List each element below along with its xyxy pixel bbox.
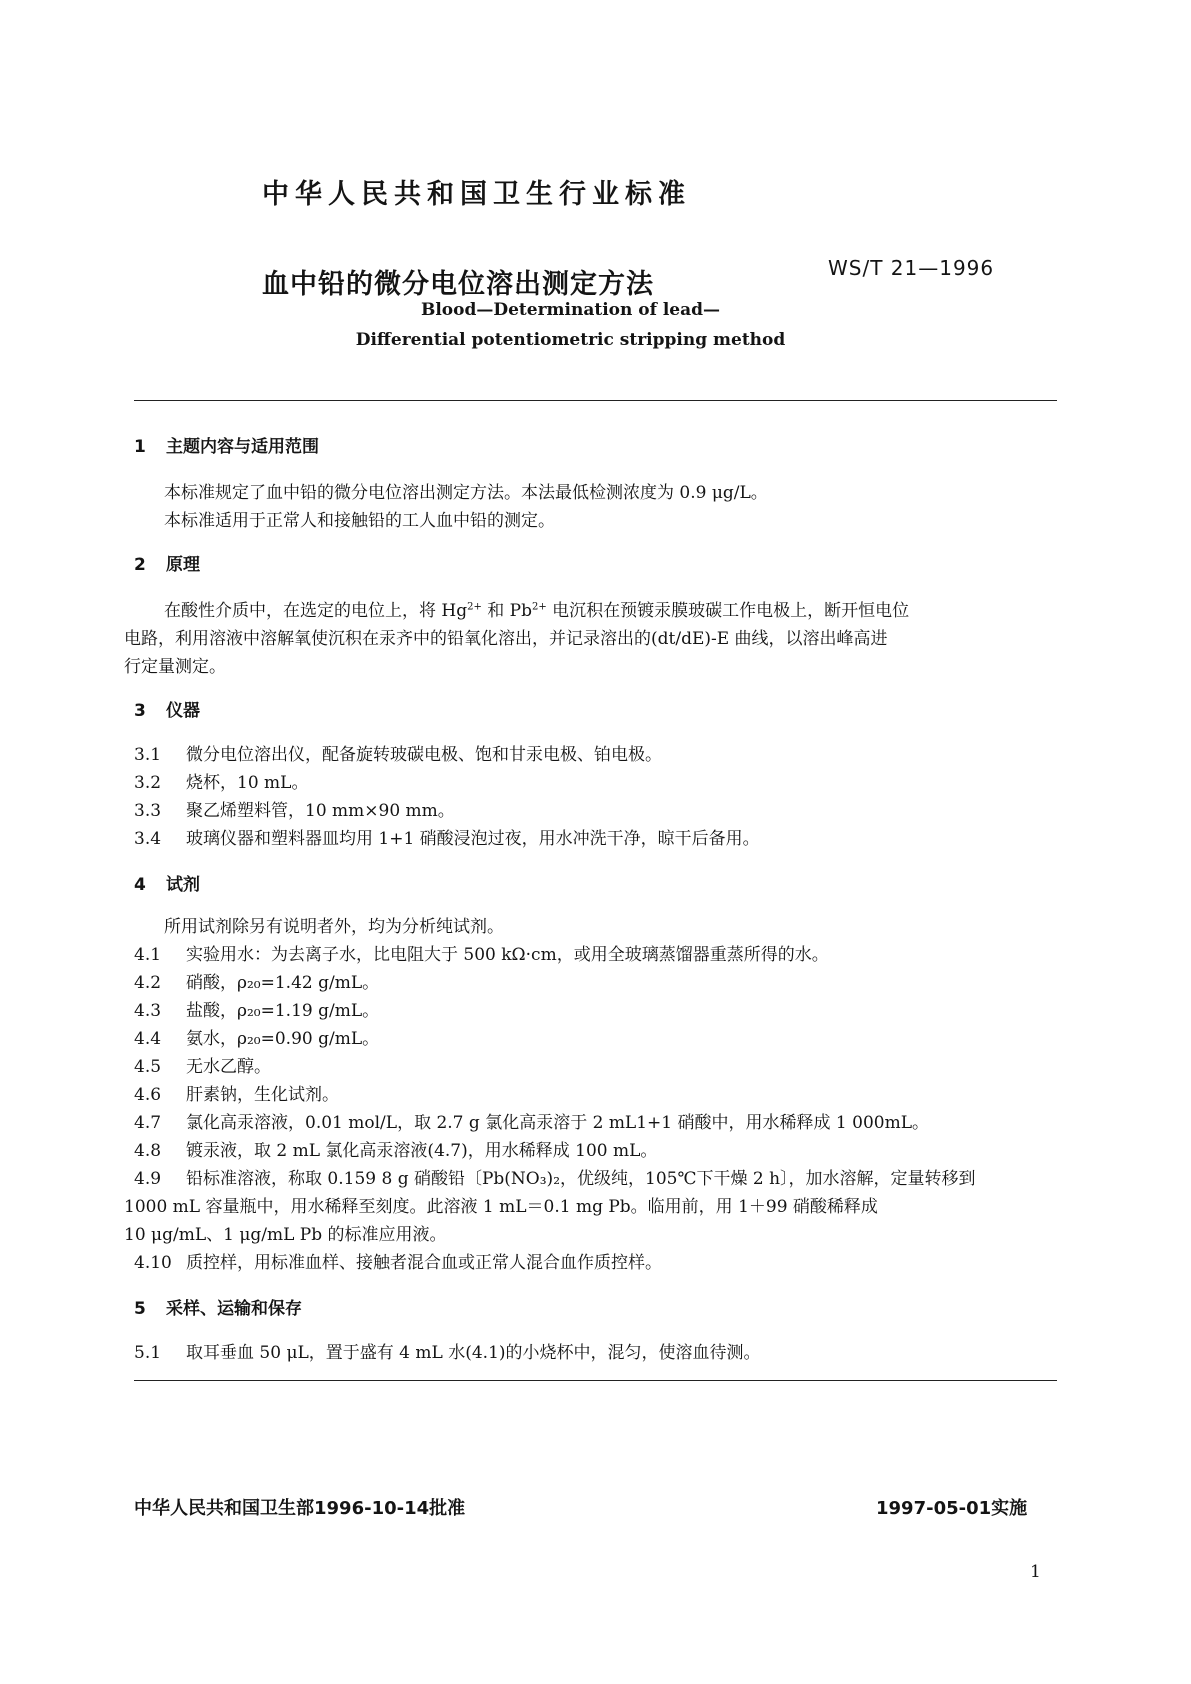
section-1-heading bbox=[134, 432, 319, 457]
section-2-line-1: 在酸性介质中，在选定的电位上，将 $Hg^{2+}$ 和 $Pb^{2+}$ 电沉积在预镀汞膜玻碳工作电极上，断开恒电位 bbox=[164, 601, 910, 621]
header-divider bbox=[134, 400, 1057, 401]
section-1-para-1: 本标准规定了血中铅的微分电位溶出测定方法。本法最低检测浓度为 0.9 μg/L。 bbox=[164, 483, 768, 503]
section-number: 4 bbox=[134, 875, 146, 895]
english-title-line-1: Blood—Determination of lead— bbox=[420, 300, 721, 320]
section-title: 采样、运输和保存 bbox=[166, 1299, 302, 1319]
section-3-heading bbox=[134, 696, 200, 721]
section-number: 3 bbox=[134, 701, 146, 721]
list-item: 4.10 质控样，用标准血样、接触者混合血或正常人混合血作质控样。 bbox=[134, 1253, 662, 1273]
section-title: 主题内容与适用范围 bbox=[166, 437, 319, 457]
list-item: 5.1 取耳垂血 50 μL，置于盛有 4 mL 水(4.1)的小烧杯中，混匀，使溶血待测。 bbox=[134, 1343, 761, 1363]
list-item: 4.5 无水乙醇。 bbox=[134, 1057, 271, 1077]
section-number: 5 bbox=[134, 1299, 146, 1319]
footer-divider bbox=[134, 1380, 1057, 1381]
standard-title: 中华人民共和国卫生行业标准 bbox=[262, 179, 691, 210]
document-title: 血中铅的微分电位溶出测定方法 bbox=[262, 269, 654, 300]
list-item: 4.2 硝酸，ρ₂₀=1.42 g/mL。 bbox=[134, 973, 380, 993]
section-2-line-2: 电路，利用溶液中溶解氧使沉积在汞齐中的铅氧化溶出，并记录溶出的(dt/dE)-E 曲线，以溶出峰高进 bbox=[124, 629, 888, 649]
section-title: 试剂 bbox=[166, 875, 200, 895]
section-5-heading bbox=[134, 1294, 302, 1319]
section-title: 仪器 bbox=[166, 701, 200, 721]
list-item: 4.1 实验用水：为去离子水，比电阻大于 500 kΩ·cm，或用全玻璃蒸馏器重蒸所得的水。 bbox=[134, 945, 829, 965]
item-4-9-line-3: 10 μg/mL、1 μg/mL Pb 的标准应用液。 bbox=[124, 1225, 447, 1245]
list-item: 4.7 氯化高汞溶液，0.01 mol/L，取 2.7 g 氯化高汞溶于 2 mL1+1 硝酸中，用水稀释成 1 000mL。 bbox=[134, 1113, 929, 1133]
list-item: 4.6 肝素钠，生化试剂。 bbox=[134, 1085, 339, 1105]
english-title-line-2: Differential potentiometric stripping method bbox=[355, 330, 786, 350]
effective-date: 1997-05-01实施 bbox=[876, 1498, 1028, 1519]
section-title: 原理 bbox=[166, 555, 200, 575]
list-item: 4.4 氨水，ρ₂₀=0.90 g/mL。 bbox=[134, 1029, 380, 1049]
document-code: WS/T 21—1996 bbox=[828, 256, 995, 280]
list-item: 4.9 铅标准溶液，称取 0.159 8 g 硝酸铅〔Pb(NO₃)₂，优级纯，105℃下干燥 2 h〕，加水溶解，定量转移到 bbox=[134, 1169, 976, 1189]
list-item: 4.3 盐酸，ρ₂₀=1.19 g/mL。 bbox=[134, 1001, 380, 1021]
item-4-9-line-2: 1000 mL 容量瓶中，用水稀释至刻度。此溶液 1 mL＝0.1 mg Pb。临用前，用 1＋99 硝酸稀释成 bbox=[124, 1197, 878, 1217]
list-item: 3.4 玻璃仪器和塑料器皿均用 1+1 硝酸浸泡过夜，用水冲洗干净，晾干后备用。 bbox=[134, 829, 760, 849]
section-1-para-2: 本标准适用于正常人和接触铅的工人血中铅的测定。 bbox=[164, 511, 555, 531]
section-4-intro: 所用试剂除另有说明者外，均为分析纯试剂。 bbox=[164, 917, 504, 937]
section-4-heading bbox=[134, 870, 200, 895]
list-item: 3.3 聚乙烯塑料管，10 mm×90 mm。 bbox=[134, 801, 455, 821]
section-number: 2 bbox=[134, 555, 146, 575]
section-2-heading bbox=[134, 550, 200, 575]
issued-by-date: 中华人民共和国卫生部1996-10-14批准 bbox=[134, 1498, 466, 1519]
list-item: 3.2 烧杯，10 mL。 bbox=[134, 773, 309, 793]
page-number: 1 bbox=[1030, 1562, 1041, 1582]
list-item: 3.1 微分电位溶出仪，配备旋转玻碳电极、饱和甘汞电极、铂电极。 bbox=[134, 745, 662, 765]
list-item: 4.8 镀汞液，取 2 mL 氯化高汞溶液(4.7)，用水稀释成 100 mL。 bbox=[134, 1141, 658, 1161]
section-number: 1 bbox=[134, 437, 146, 457]
section-2-line-3: 行定量测定。 bbox=[124, 657, 226, 677]
